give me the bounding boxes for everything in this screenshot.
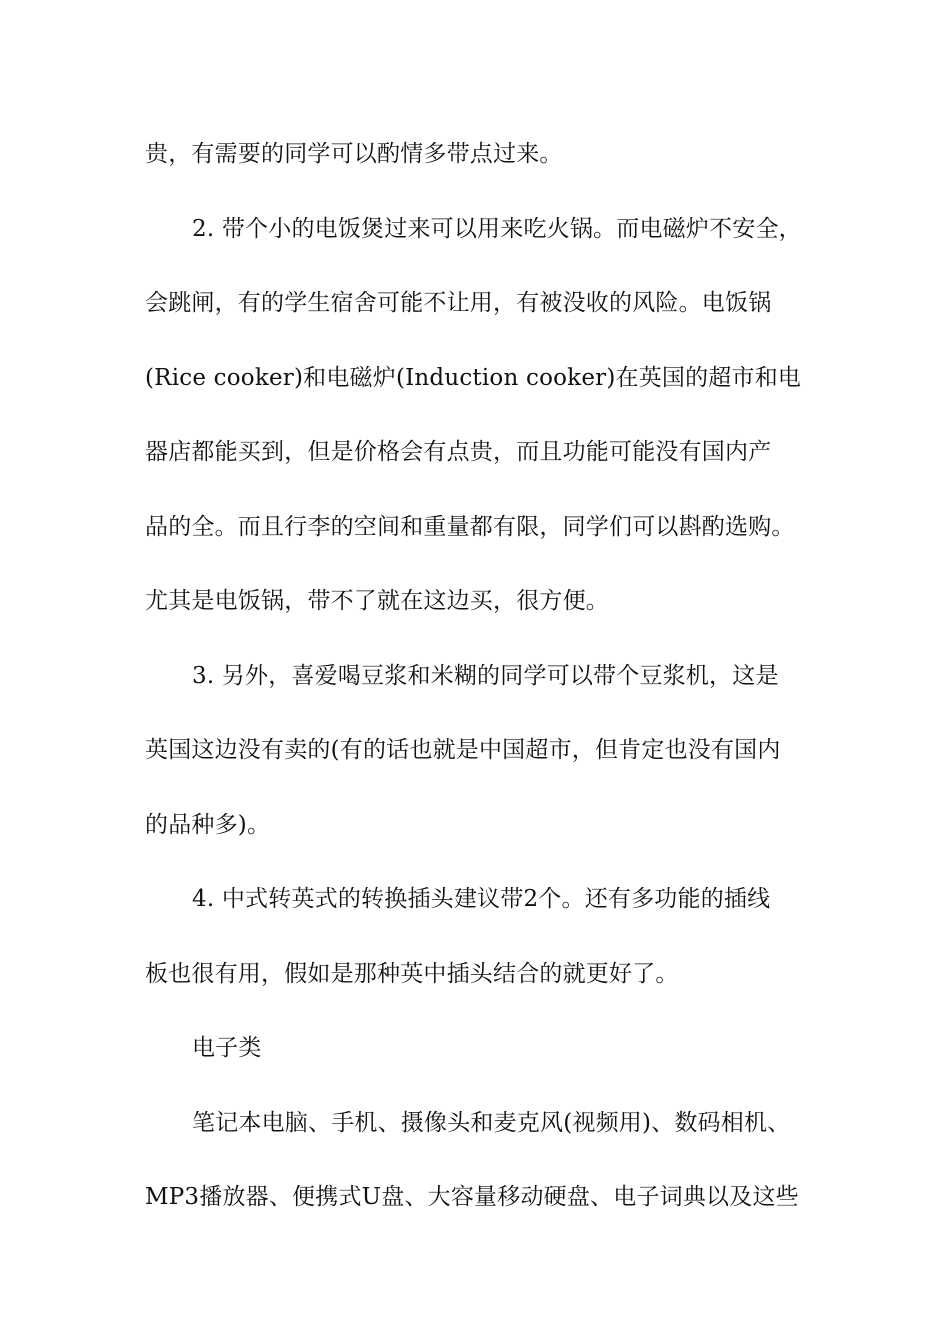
text-line: 的品种多)。 [145, 811, 271, 838]
text-line: 板也很有用，假如是那种英中插头结合的就更好了。 [145, 960, 679, 987]
text-line: 2. 带个小的电饭煲过来可以用来吃火锅。而电磁炉不安全， [192, 215, 802, 242]
text-line: 笔记本电脑、手机、摄像头和麦克风(视频用)、数码相机、 [192, 1109, 791, 1136]
text-line: 会跳闸，有的学生宿舍可能不让用，有被没收的风险。电饭锅 [145, 290, 772, 316]
text-line: 品的全。而且行李的空间和重量都有限，同学们可以斟酌选购。 [145, 513, 795, 540]
text-line: MP3播放器、便携式U盘、大容量移动硬盘、电子词典以及这些 [145, 1184, 799, 1210]
text-line: (Rice cooker)和电磁炉(Induction cooker)在英国的超市和电 [145, 364, 802, 391]
body-text [145, 132, 810, 1250]
text-line: 4. 中式转英式的转换插头建议带2个。还有多功能的插线 [192, 886, 771, 912]
text-line: 器店都能买到，但是价格会有点贵，而且功能可能没有国内产 [145, 439, 772, 465]
text-line: 英国这边没有卖的(有的话也就是中国超市，但肯定也没有国内 [145, 737, 781, 763]
text-line: 3. 另外，喜爱喝豆浆和米糊的同学可以带个豆浆机，这是 [192, 662, 779, 689]
text-line: 尤其是电饭锅，带不了就在这边买，很方便。 [145, 588, 609, 614]
section-heading: 电子类 [192, 1035, 262, 1061]
text-line: 贵，有需要的同学可以酌情多带点过来。 [145, 141, 563, 167]
